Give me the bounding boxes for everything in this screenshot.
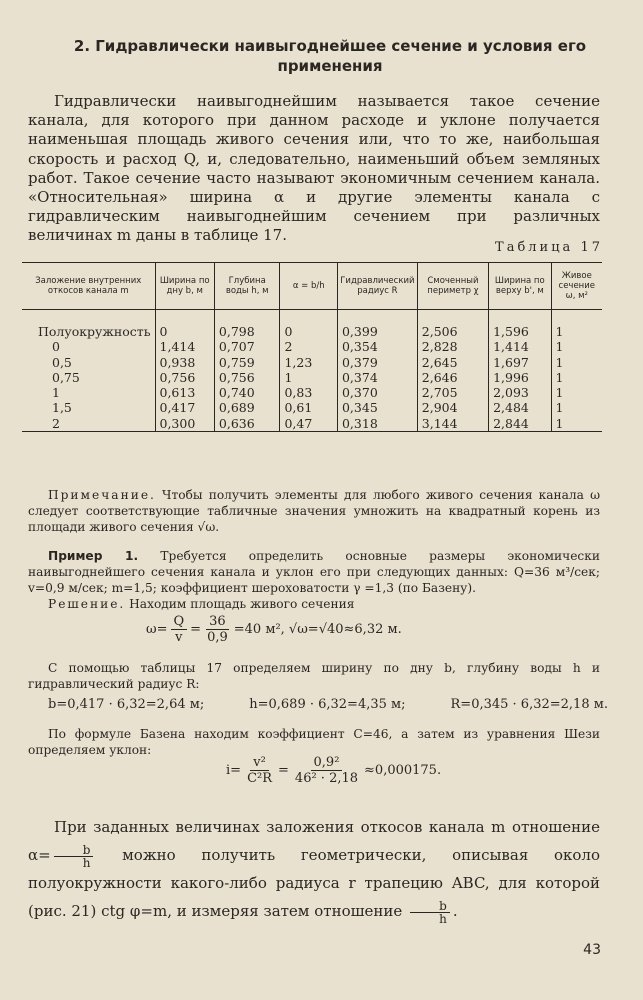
formula2-lhs: i=: [226, 763, 242, 778]
header-alpha: α = b/h: [280, 263, 338, 310]
formula1-lhs: ω=: [146, 622, 168, 637]
table-cell: 0,61: [280, 400, 338, 415]
table-cell: 0,300: [155, 416, 214, 432]
note-text: Чтобы получить элементы для любого живого сечения канала ω следует соответствующие табличные значения умножить на квадратный корень из площади живого сечения √ω.: [28, 488, 601, 534]
table-cell: 2: [280, 339, 338, 354]
table-cell: 2,484: [489, 400, 551, 415]
example-text: Требуется определить основные размеры экономически наивыгоднейшего сечения канала и уклон его при следующих данных: Q=36 м³/сек; v=0,9 м/сек; m=1,5; коэффициент шероховатости γ =1,3 (по Базену).: [28, 549, 600, 595]
bazin-text: По формуле Базена находим коэффициент C=46, а затем из уравнения Шези определяем уклон:: [28, 727, 600, 757]
note-label: Примечание.: [48, 488, 156, 502]
table-cell: 0,636: [214, 416, 280, 432]
table-cell: 0: [52, 339, 60, 355]
formula1-rest: =40 м², √ω=√40≈6,32 м.: [233, 622, 402, 637]
header-r: Гидравлический радиус R: [337, 263, 417, 310]
header-omega: Живое сечение ω, м²: [551, 263, 602, 310]
table-cell: 2,506: [417, 324, 488, 339]
table-cell: 0,417: [155, 400, 214, 415]
table-cell: 2,844: [489, 416, 551, 432]
table-cell: 1: [551, 416, 602, 432]
table-row: [22, 400, 602, 415]
formula2-frac1: $\frac{\text{v²}}{\text{C²R}}$: [247, 755, 273, 786]
table-cell: 0: [280, 324, 338, 339]
table-cell: 1,996: [489, 370, 551, 385]
table-cell: 0,374: [337, 370, 417, 385]
equation-r: R=0,345 · 6,32=2,18 м.: [450, 697, 608, 712]
table-cell: 0,798: [214, 324, 280, 339]
note-block: [28, 487, 600, 535]
table-row: [22, 355, 602, 370]
table-cell: 0,83: [280, 385, 338, 400]
table-cell: 0,613: [155, 385, 214, 400]
table-cell: 1,414: [155, 339, 214, 354]
table-caption: Таблица 17: [495, 240, 603, 255]
table-cell: 2,646: [417, 370, 488, 385]
final-text-2: можно получить геометрически, описывая около полуокружности какого-либо радиуса r трапецию ABC, для которой (рис. 21) ctg φ=m, и измеряя затем отношение: [28, 846, 600, 920]
table-cell: 1,5: [52, 400, 72, 416]
table-cell: 2: [22, 416, 155, 432]
table-cell: 1: [280, 370, 338, 385]
table-cell: 0,345: [337, 400, 417, 415]
table-cell: 1,596: [489, 324, 551, 339]
table-cell: 0,938: [155, 355, 214, 370]
table-cell: 2,828: [417, 339, 488, 354]
table-usage-paragraph: [28, 660, 600, 692]
table-row: [22, 370, 602, 385]
equation-b: b=0,417 · 6,32=2,64 м;: [48, 697, 205, 712]
table-cell: 0,740: [214, 385, 280, 400]
table-usage-text: С помощью таблицы 17 определяем ширину по дну b, глубину воды h и гидравлический радиус R:: [28, 661, 600, 691]
header-b-top: Ширина по верху b', м: [489, 263, 551, 310]
example-block: [28, 548, 600, 612]
table-body: [22, 310, 602, 432]
formula1-frac1: $\frac{Q}{v}$: [171, 614, 188, 645]
data-table: [22, 262, 602, 432]
header-m: Заложение внутренних откосов канала m: [22, 263, 155, 310]
table-cell: 0,318: [337, 416, 417, 432]
intro-paragraph: [28, 92, 600, 246]
intro-text: Гидравлически наивыгоднейшим называется такое сечение канала, для которого при данном расходе и уклоне получается наименьшая площадь живого сечения или, что то же, наибольшая скорость и расход Q, и, следовательно, наименьший объем земляных работ. Такое сечение часто называют экономичным сечением канала. «Относительная» ширина α и другие элементы канала с гидравлическим наивыгоднейшим сечением при различных величинах m даны в таблице 17.: [28, 92, 600, 245]
table-cell: 1: [52, 385, 60, 401]
page-number: 43: [583, 942, 601, 958]
table-cell: 2,904: [417, 400, 488, 415]
table-cell: 0,354: [337, 339, 417, 354]
solution-text: Находим площадь живого сечения: [129, 597, 355, 611]
table-cell: 0,707: [214, 339, 280, 354]
table-row: [22, 339, 602, 354]
formula-area: [146, 614, 402, 645]
bazin-paragraph: [28, 726, 600, 758]
formula1-frac2: $\frac{36}{0,9}$: [207, 614, 228, 645]
header-b: Ширина по дну b, м: [155, 263, 214, 310]
dimension-equations: [48, 697, 608, 712]
table-row: [22, 416, 602, 432]
table-cell: 1,23: [280, 355, 338, 370]
final-paragraph: [28, 813, 600, 925]
equation-h: h=0,689 · 6,32=4,35 м;: [249, 697, 406, 712]
final-frac: $\frac{b}{h}$: [54, 844, 94, 869]
final-text-1: При заданных величинах заложения откосов канала m отношение: [54, 818, 600, 836]
table-cell: 3,144: [417, 416, 488, 432]
table-header-row: [22, 263, 602, 310]
table-cell: 0,47: [280, 416, 338, 432]
table-cell: Полуокружность: [38, 324, 151, 339]
table-cell: 1: [551, 324, 602, 339]
slope-formula: [226, 755, 441, 786]
table-row: [22, 324, 602, 339]
final-alpha: α=: [28, 846, 51, 864]
table-cell: 0,756: [155, 370, 214, 385]
table-cell: 1,697: [489, 355, 551, 370]
section-title: 2. Гидравлически наивыгоднейшее сечение и условия его применения: [73, 37, 587, 75]
formula2-rest: ≈0,000175.: [364, 763, 442, 778]
header-chi: Смоченный периметр χ: [417, 263, 488, 310]
table-cell: 2,093: [489, 385, 551, 400]
table-cell: 0,379: [337, 355, 417, 370]
header-h: Глубина воды h, м: [214, 263, 280, 310]
table-cell: 1: [551, 385, 602, 400]
table-cell: 1,414: [489, 339, 551, 354]
table-cell: 0,399: [337, 324, 417, 339]
table-cell: 2,705: [417, 385, 488, 400]
formula2-eq: =: [278, 763, 289, 778]
table-cell: 1: [551, 355, 602, 370]
solution-label: Решение.: [48, 597, 126, 611]
table-cell: 1: [551, 339, 602, 354]
table-row: [22, 385, 602, 400]
table-cell: 0,370: [337, 385, 417, 400]
table-cell: 0: [155, 324, 214, 339]
table-cell: 0,75: [52, 369, 80, 385]
final-period: .: [452, 902, 458, 920]
table-cell: 0,689: [214, 400, 280, 415]
example-label: Пример 1.: [48, 549, 139, 563]
formula1-eq: =: [190, 622, 202, 637]
final-end-frac: $\frac{b}{h}$: [410, 900, 450, 925]
table-cell: 1: [551, 370, 602, 385]
table-cell: 0,5: [52, 354, 72, 370]
table-cell: 0,759: [214, 355, 280, 370]
table-cell: 0,756: [214, 370, 280, 385]
formula2-frac2: $\frac{\text{0,9²}}{\text{46² · 2,18}}$: [294, 755, 359, 786]
table-cell: 1: [551, 400, 602, 415]
table-cell: 2,645: [417, 355, 488, 370]
